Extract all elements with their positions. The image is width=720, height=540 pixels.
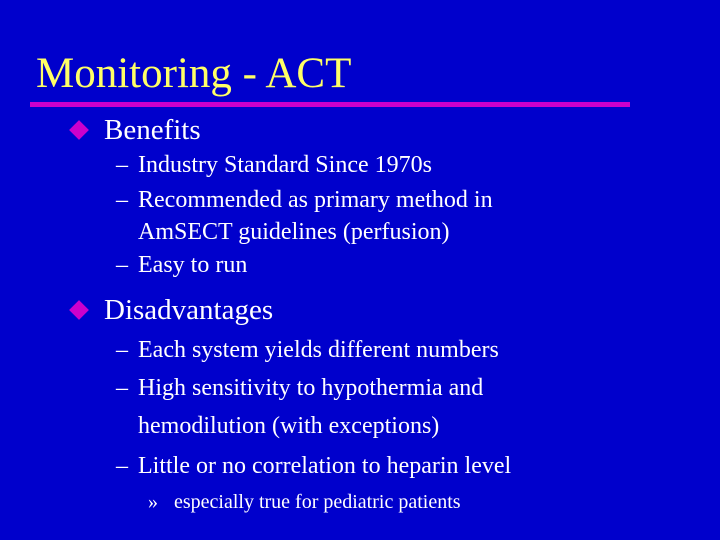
list-item-text: Recommended as primary method in — [138, 187, 493, 213]
bullet-benefits — [78, 116, 201, 145]
raquo-marker: » — [148, 491, 158, 513]
sub-list-item — [148, 492, 461, 512]
list-item-text: High sensitivity to hypothermia and — [138, 375, 484, 401]
slide-title: Monitoring - ACT — [36, 50, 352, 97]
list-item-continuation: AmSECT guidelines (perfusion) — [138, 219, 450, 245]
list-item — [116, 253, 247, 277]
list-item-text: Industry Standard Since 1970s — [138, 152, 432, 178]
list-item — [116, 153, 432, 177]
list-item-text: Each system yields different numbers — [138, 337, 499, 363]
diamond-bullet-icon — [69, 300, 89, 320]
dash-marker: – — [116, 453, 128, 479]
dash-marker: – — [116, 187, 128, 213]
list-item — [116, 338, 499, 362]
list-item-text: Easy to run — [138, 252, 248, 278]
bullet-heading: Benefits — [104, 114, 201, 146]
list-item — [116, 376, 483, 400]
list-item — [116, 454, 511, 478]
title-underline — [30, 102, 630, 107]
list-item-text: Little or no correlation to heparin level — [138, 453, 512, 479]
diamond-bullet-icon — [69, 120, 89, 140]
list-item-continuation: hemodilution (with exceptions) — [138, 413, 440, 439]
bullet-heading: Disadvantages — [104, 294, 274, 326]
bullet-disadvantages — [78, 296, 273, 325]
dash-marker: – — [116, 152, 128, 178]
dash-marker: – — [116, 375, 128, 401]
sub-list-item-text: especially true for pediatric patients — [174, 491, 461, 513]
list-item — [116, 188, 493, 212]
dash-marker: – — [116, 337, 128, 363]
dash-marker: – — [116, 252, 128, 278]
